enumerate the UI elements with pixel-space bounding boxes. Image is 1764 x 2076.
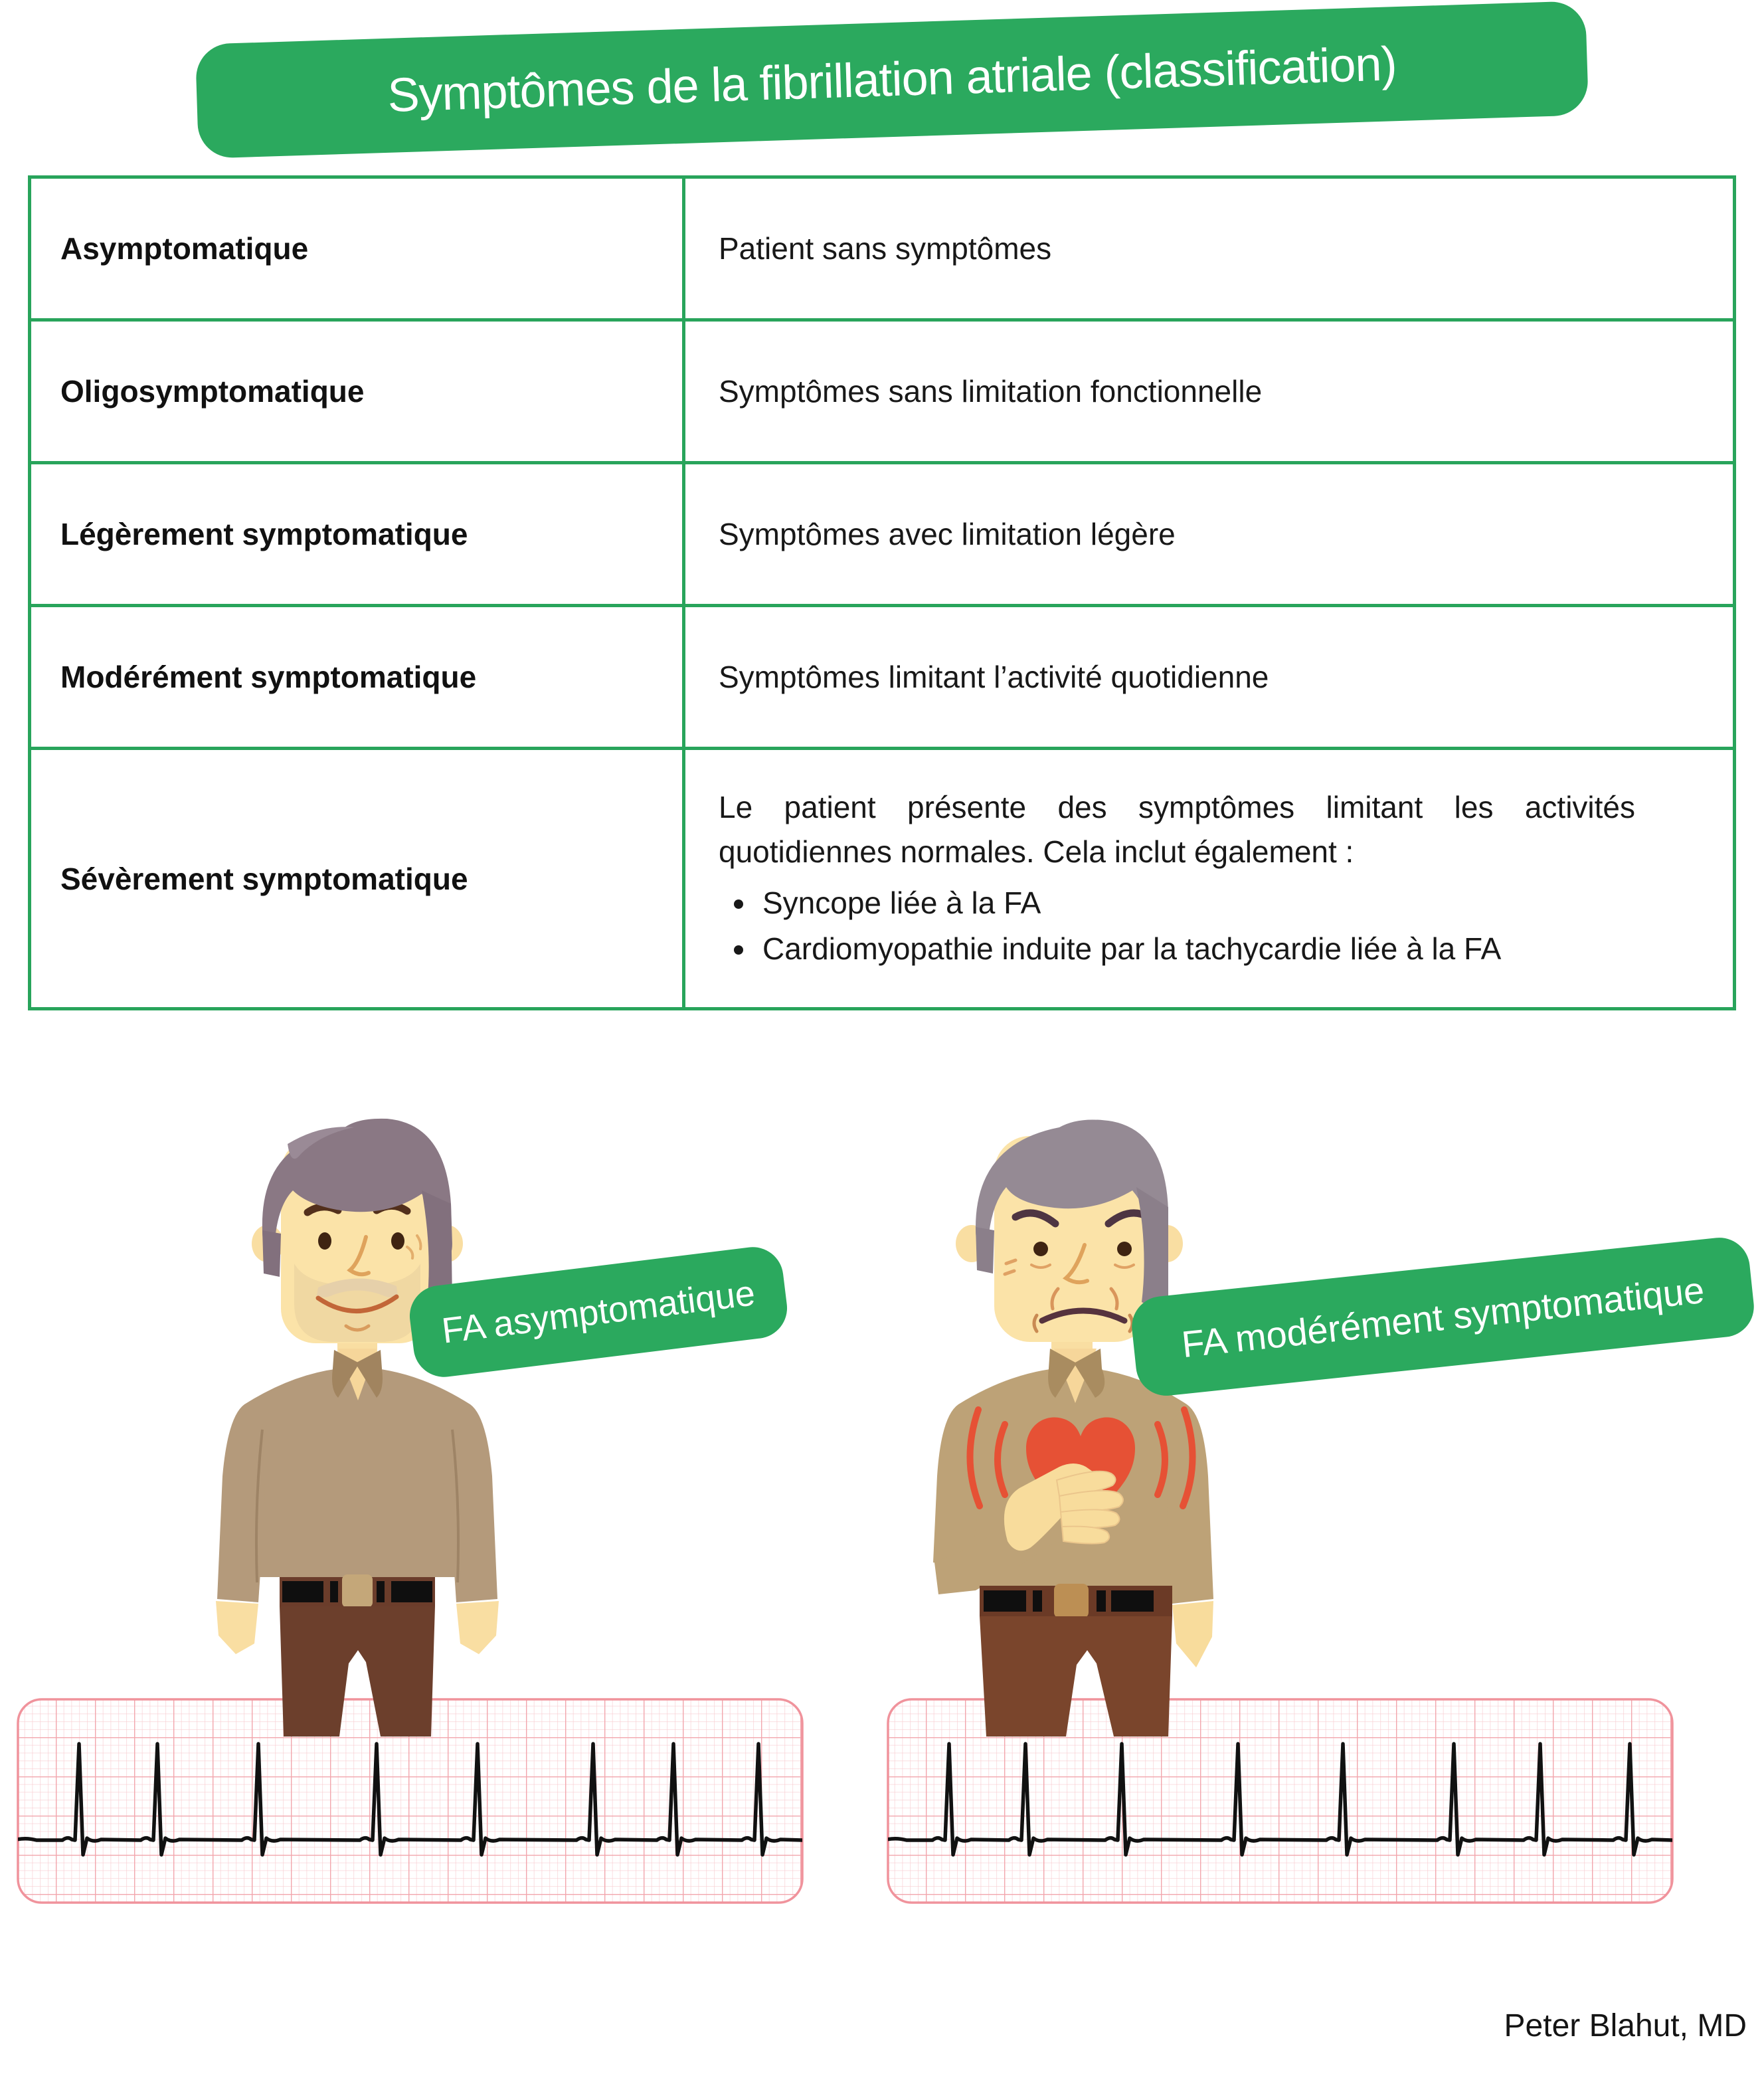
page-title: Symptômes de la fibrillation atriale (classification) bbox=[387, 37, 1397, 122]
eye bbox=[318, 1232, 331, 1250]
eye bbox=[1117, 1242, 1132, 1256]
severity-description-text: Le patient présente des symptômes limitant les activités quotidiennes normales. Cela inclut également : bbox=[719, 789, 1635, 869]
belt-segment bbox=[984, 1590, 1026, 1612]
severity-label-cell: Asymptomatique bbox=[30, 177, 684, 320]
belt-segment bbox=[1033, 1590, 1042, 1612]
finger bbox=[1061, 1509, 1120, 1527]
hand bbox=[1172, 1601, 1213, 1667]
table-row bbox=[30, 606, 1735, 749]
sideburn bbox=[262, 1230, 281, 1277]
sideburn bbox=[976, 1227, 994, 1274]
severity-description-cell bbox=[684, 749, 1735, 1009]
table-row bbox=[30, 463, 1735, 606]
list-item: • Cardiomyopathie induite par la tachycardie liée à la FA bbox=[757, 926, 1693, 972]
badge-label: FA asymptomatique bbox=[439, 1273, 758, 1351]
hand bbox=[216, 1601, 258, 1654]
severity-label-cell: Légèrement symptomatique bbox=[30, 463, 684, 606]
list-item: • Syncope liée à la FA bbox=[757, 880, 1693, 926]
badge-label: FA modérément symptomatique bbox=[1180, 1268, 1706, 1365]
belt-segment bbox=[1097, 1590, 1106, 1612]
bullet-list bbox=[728, 880, 1693, 972]
eye bbox=[391, 1232, 404, 1250]
belt-segment bbox=[282, 1581, 323, 1602]
finger bbox=[1059, 1491, 1123, 1512]
table-row bbox=[30, 320, 1735, 463]
eye bbox=[1033, 1242, 1048, 1256]
author-signature: Peter Blahut, MD bbox=[1504, 2008, 1747, 2043]
hand bbox=[456, 1601, 499, 1654]
pants bbox=[980, 1616, 1172, 1737]
severity-description-cell: Symptômes sans limitation fonctionnelle bbox=[684, 320, 1735, 463]
severity-description-cell: Symptômes limitant l’activité quotidienne bbox=[684, 606, 1735, 749]
severity-description-cell: Symptômes avec limitation légère bbox=[684, 463, 1735, 606]
severity-label-cell: Oligosymptomatique bbox=[30, 320, 684, 463]
worried-man-icon bbox=[900, 1097, 1259, 1742]
title-banner bbox=[195, 1, 1589, 159]
worried-man-illustration bbox=[900, 1097, 1259, 1745]
table-row bbox=[30, 177, 1735, 320]
belt-buckle bbox=[342, 1574, 373, 1608]
pants bbox=[280, 1606, 435, 1737]
finger bbox=[1062, 1527, 1109, 1544]
belt-segment bbox=[330, 1581, 338, 1602]
belt-segment bbox=[377, 1581, 385, 1602]
smiling-man-icon bbox=[188, 1104, 527, 1742]
severity-label-cell: Sévèrement symptomatique bbox=[30, 749, 684, 1009]
table-row bbox=[30, 749, 1735, 1009]
severity-description-cell: Patient sans symptômes bbox=[684, 177, 1735, 320]
smiling-man-illustration bbox=[188, 1104, 527, 1745]
belt-buckle bbox=[1054, 1584, 1089, 1618]
belt-segment bbox=[1111, 1590, 1154, 1612]
classification-table bbox=[28, 175, 1736, 1010]
severity-label-cell: Modérément symptomatique bbox=[30, 606, 684, 749]
belt-segment bbox=[391, 1581, 432, 1602]
